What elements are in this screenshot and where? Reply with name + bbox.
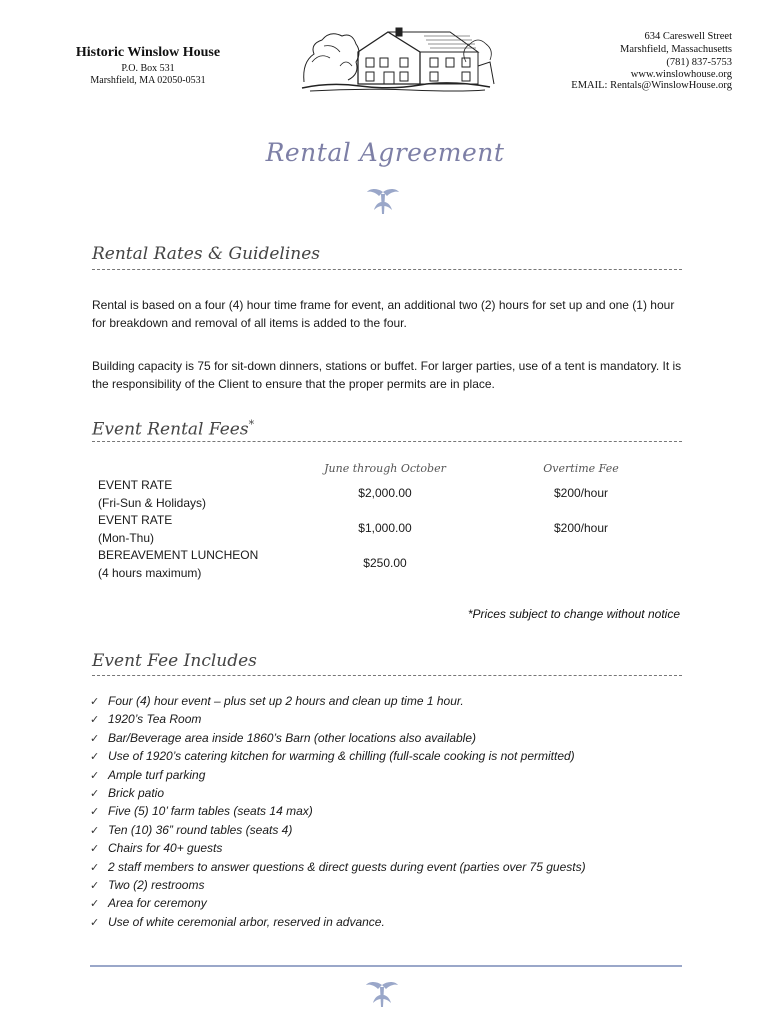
list-item-text: Area for ceremony bbox=[108, 896, 207, 911]
org-po-box: P.O. Box 531 bbox=[121, 63, 175, 74]
list-item-text: Use of 1920’s catering kitchen for warming & chilling (full-scale cooking is not permitted) bbox=[108, 749, 575, 764]
list-item bbox=[90, 895, 586, 913]
check-icon: ✓ bbox=[90, 696, 100, 708]
check-icon: ✓ bbox=[90, 861, 100, 874]
contact-phone: (781) 837-5753 bbox=[666, 57, 732, 68]
rates-paragraph-1: Rental is based on a four (4) hour time frame for event, an additional two (2) hours for set up and one (1) hour for breakdown and removal of all items is added to the four. bbox=[92, 298, 675, 330]
org-name: Historic Winslow House bbox=[75, 45, 221, 60]
list-item bbox=[90, 877, 586, 895]
fee-season-value: $2,000.00 bbox=[358, 486, 412, 500]
list-item bbox=[90, 767, 586, 785]
list-item-text: Four (4) hour event – plus set up 2 hours and clean up time 1 hour. bbox=[108, 694, 464, 708]
house-illustration-logo bbox=[300, 22, 495, 94]
includes-list bbox=[90, 693, 586, 932]
fee-row-label: BEREAVEMENT LUNCHEON (4 hours maximum) bbox=[98, 548, 259, 580]
list-item bbox=[90, 785, 586, 803]
check-icon: ✓ bbox=[90, 824, 100, 837]
section-heading-fees: Event Rental Fees* bbox=[92, 418, 255, 440]
list-item-text: Ten (10) 36” round tables (seats 4) bbox=[108, 822, 293, 837]
fee-season-value: $1,000.00 bbox=[358, 521, 412, 535]
fee-row-label: EVENT RATE (Mon-Thu) bbox=[98, 513, 173, 545]
check-icon: ✓ bbox=[90, 806, 100, 819]
list-item bbox=[90, 859, 586, 877]
list-item-text: 2 staff members to answer questions & direct guests during event (parties over 75 guests) bbox=[108, 859, 586, 874]
list-item bbox=[90, 693, 586, 711]
rates-paragraph-2: Building capacity is 75 for sit-down dinners, stations or buffet. For larger parties, use of a tent is mandatory. It is the responsibility of the Client to ensure that the proper permits are in place. bbox=[92, 359, 682, 391]
check-icon: ✓ bbox=[90, 843, 100, 856]
fee-overtime-value: $200/hour bbox=[553, 486, 609, 500]
section-divider bbox=[92, 675, 682, 676]
list-item bbox=[90, 803, 586, 821]
contact-city: Marshfield, Massachusetts bbox=[620, 44, 732, 55]
list-item bbox=[90, 840, 586, 858]
check-icon: ✓ bbox=[90, 898, 100, 911]
contact-website-link[interactable]: www.winslowhouse.org bbox=[630, 69, 732, 80]
list-item bbox=[90, 748, 586, 766]
list-item-text: 1920’s Tea Room bbox=[108, 712, 202, 727]
list-item bbox=[90, 711, 586, 729]
fee-row-label: EVENT RATE (Fri-Sun & Holidays) bbox=[98, 478, 207, 510]
contact-street: 634 Careswell Street bbox=[644, 31, 732, 42]
check-icon: ✓ bbox=[90, 751, 100, 764]
section-heading-includes: Event Fee Includes bbox=[92, 651, 257, 671]
org-city-zip: Marshfield, MA 02050-0531 bbox=[90, 75, 206, 86]
list-item-text: Chairs for 40+ guests bbox=[108, 841, 223, 856]
check-icon: ✓ bbox=[90, 732, 100, 745]
price-note: *Prices subject to change without notice bbox=[467, 607, 680, 621]
check-icon: ✓ bbox=[90, 714, 100, 727]
section-divider bbox=[92, 441, 682, 442]
fee-season-value: $250.00 bbox=[363, 556, 407, 570]
check-icon: ✓ bbox=[90, 788, 100, 801]
list-item bbox=[90, 822, 586, 840]
contact-email-link[interactable]: EMAIL: Rentals@WinslowHouse.org bbox=[571, 80, 732, 91]
column-header-overtime: Overtime Fee bbox=[543, 462, 619, 475]
column-header-season: June through October bbox=[324, 462, 446, 475]
section-heading-rates: Rental Rates & Guidelines bbox=[92, 244, 321, 264]
list-item bbox=[90, 914, 586, 932]
fleur-ornament-icon bbox=[365, 979, 399, 1009]
section-divider bbox=[92, 269, 682, 270]
fee-overtime-value: $200/hour bbox=[553, 521, 609, 535]
list-item-text: Five (5) 10’ farm tables (seats 14 max) bbox=[108, 804, 313, 819]
list-item-text: Ample turf parking bbox=[108, 767, 206, 782]
list-item-text: Use of white ceremonial arbor, reserved in advance. bbox=[108, 914, 385, 929]
footer-rule bbox=[90, 965, 682, 967]
check-icon: ✓ bbox=[90, 880, 100, 893]
page-title: Rental Agreement bbox=[265, 138, 505, 167]
list-item bbox=[90, 730, 586, 748]
list-item-text: Two (2) restrooms bbox=[108, 878, 205, 893]
check-icon: ✓ bbox=[90, 916, 100, 929]
fleur-ornament-icon bbox=[366, 186, 400, 216]
check-icon: ✓ bbox=[90, 769, 100, 782]
list-item-text: Brick patio bbox=[108, 786, 165, 801]
list-item-text: Bar/Beverage area inside 1860’s Barn (other locations also available) bbox=[108, 730, 476, 745]
